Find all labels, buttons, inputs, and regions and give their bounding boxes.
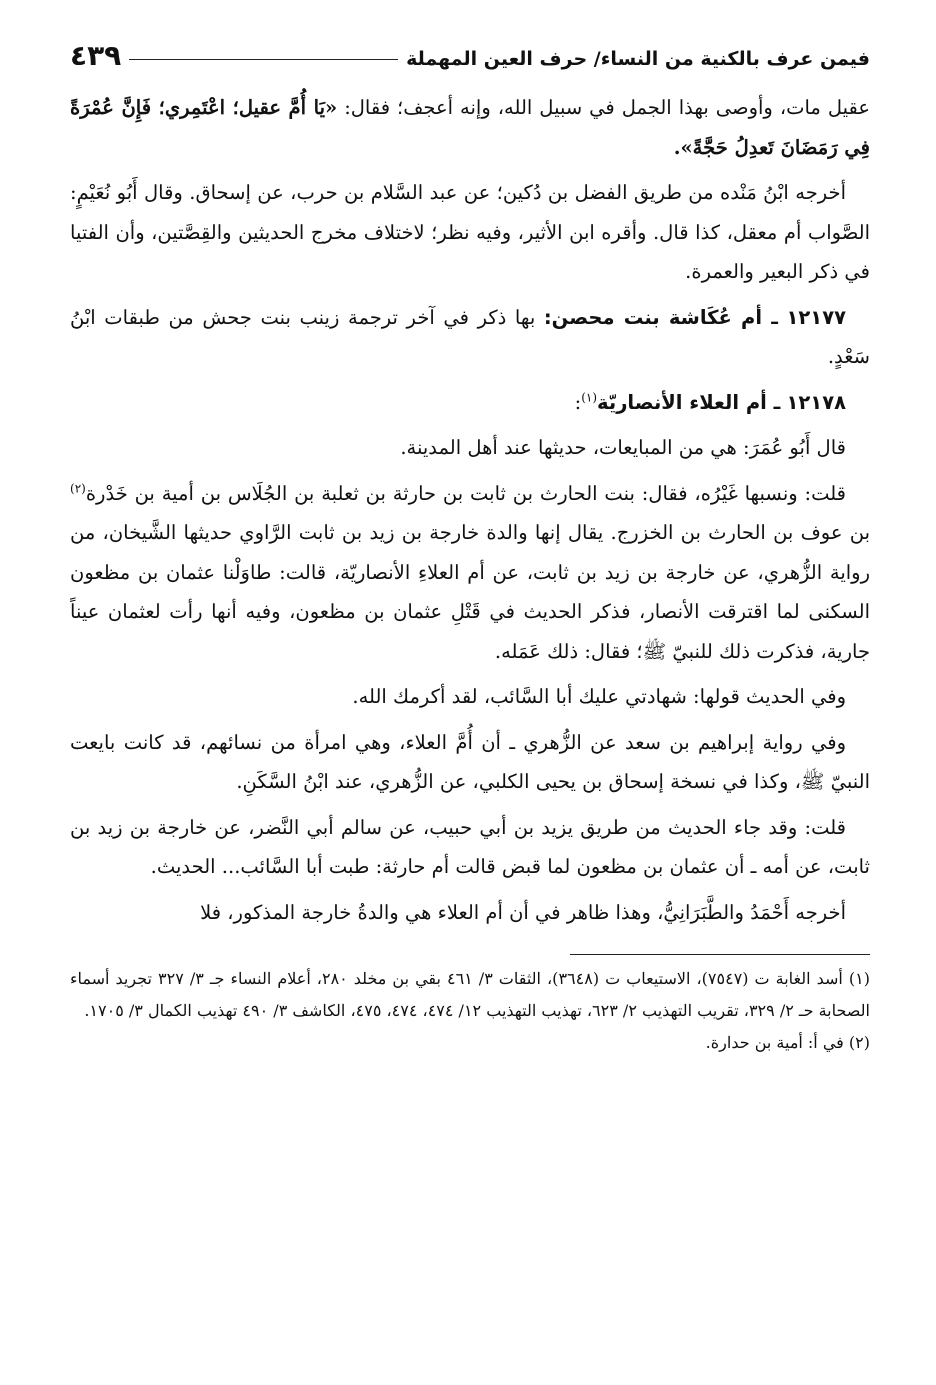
page-header (70, 18, 870, 74)
paragraph-ibrahim (70, 723, 870, 802)
footnote-ref: (١) (581, 390, 598, 404)
entry-text: : (574, 390, 582, 414)
entry-heading: ـ أم العلاء الأنصاريّة (597, 390, 781, 414)
paragraph-text: وفي الحديث قولها: شهادتي عليك أبا السَّائب، لقد أكرمك الله. (352, 685, 846, 708)
paragraph-text: أخرجه أَحْمَدُ والطَّبَرَانِيُّ، وهذا ظاهر في أن أم العلاء هي والدةُ خارجة المذكور، فلا (200, 900, 846, 924)
paragraph-1 (70, 88, 870, 167)
paragraph-nasab (70, 474, 870, 672)
paragraph-text: قلت: ونسبها غَيْرُه، فقال: بنت الحارث بن ثابت بن حارثة بن ثعلبة بن الجُلَاس بن أمية بن خَدْرة (85, 481, 846, 505)
paragraph-shahada (70, 677, 870, 717)
entry-12177 (70, 298, 870, 377)
main-text (70, 88, 870, 932)
entry-heading: ـ أم عُكَاشة بنت محصن: (543, 305, 778, 329)
footnote-2: (٢) في أ: أمية بن حدارة. (705, 1033, 870, 1052)
footnotes (70, 963, 870, 1059)
paragraph-abu-umar (70, 428, 870, 468)
page-number: ٤٣٩ (70, 39, 122, 72)
entry-12178 (70, 383, 870, 423)
paragraph-text: وفي رواية إبراهيم بن سعد عن الزُّهري ـ أن أُمَّ العلاء، وهي امرأة من نسائهم، قد كانت بايعت النبيّ ﷺ، وكذا في نسخة إسحاق بن يحيى الكلبي، عن الزُّهري، عند ابْنُ السَّكَنِ. (70, 730, 870, 793)
paragraph-text: قلت: وقد جاء الحديث من طريق يزيد بن أبي حبيب، عن سالم أبي النَّضر، عن خارجة بن زيد بن ثابت، عن أمه ـ أن عثمان بن مظعون لما قبض قالت أم حارثة: طبت أبا السَّائب... الحديث. (70, 815, 870, 878)
header-rule (129, 59, 398, 60)
entry-number: ١٢١٧٨ (786, 390, 846, 414)
footnote-ref: (٢) (70, 481, 86, 495)
paragraph-text: عقيل مات، وأوصى بهذا الجمل في سبيل الله، وإنه أعجف؛ فقال: (344, 96, 870, 119)
entry-text: بها ذكر في آخر ترجمة زينب بنت جحش من طبقات ابْنُ سَعْدٍ. (70, 305, 870, 368)
entry-number: ١٢١٧٧ (786, 305, 846, 329)
paragraph-text: بن عوف بن الحارث بن الخزرج. يقال إنها والدة خارجة بن زيد بن ثابت الرَّاوي حديثها الشَّيخان، من رواية الزُّهري، عن خارجة بن زيد بن ثابت، عن أم العلاءِ الأنصاريّة، قالت: طاوَلْنا عثمان بن مظعون السكنى لما اقترقت الأنصار، فذكر الحديث في قَتْلِ عثمان بن مظعون، وفيه أنها رأت لعثمان عيناً جارية، فذكرت ذلك للنبيّ ﷺ؛ فقال: ذلك عَمَله. (70, 521, 870, 663)
paragraph-ahmad (70, 893, 870, 933)
footnote-1: (١) أسد الغابة ت (٧٥٤٧)، الاستيعاب ت (٣٦٤٨)، الثقات ٣/ ٤٦١ بقي بن مخلد ٢٨٠، أعلام النساء جـ ٣/ ٣٢٧ تجريد أسماء الصحابة حـ ٢/ ٣٢٩، تقريب التهذيب ٢/ ٦٢٣، تهذيب التهذيب ١٢/ ٤٧٤، ٤٧٤، ٤٧٥، الكاشف ٣/ ٤٩٠ تهذيب الكمال ٣/ ١٧٠٥. (70, 969, 870, 1020)
hadith-quote: «يَا أُمَّ عقيل؛ اعْتَمِري؛ فَإِنَّ عُمْرَةً فِي رَمَضَانَ تَعدِلُ حَجَّةً». (70, 96, 870, 159)
paragraph-yazid (70, 808, 870, 887)
paragraph-text: قال أَبُو عُمَرَ: هي من المبايعات، حديثها عند أهل المدينة. (400, 436, 846, 459)
running-title: فيمن عرف بالكنية من النساء/ حرف العين المهملة (406, 48, 870, 70)
paragraph-2 (70, 173, 870, 292)
book-page (70, 18, 870, 1368)
footnote-rule (570, 954, 870, 955)
paragraph-text: أخرجه ابْنُ مَنْده من طريق الفضل بن دُكين؛ عن عبد السَّلام بن حرب، عن إسحاق. وقال أَبُو نُعَيْمٍ: الصَّواب أم معقل، كذا قال. وأقره ابن الأثير، وفيه نظر؛ لاختلاف مخرج الحديثين والقِصَّتين، وأن الفتيا في ذكر البعير والعمرة. (70, 181, 870, 283)
